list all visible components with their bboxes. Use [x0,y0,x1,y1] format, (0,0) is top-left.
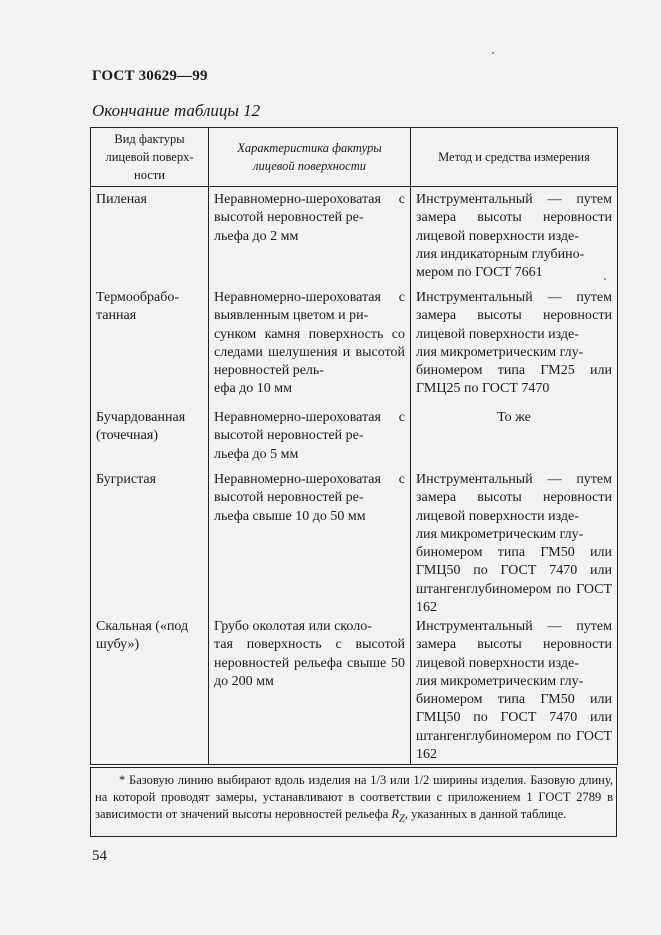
table-row [91,471,618,618]
table-row [91,289,618,409]
scan-speck [604,278,606,280]
footnote-tail: , указанных в данной таблице. [404,807,567,821]
footnote-text: * Базовую линию выбирают вдоль изделия на 1/3 или 1/2 ширины изделия. Базовую длину, на которой проводят замеры, устанавливают в соответствии с приложением 1 ГОСТ 2789 в зависимости от значений высоты неровностей рельефа [95,773,613,821]
header-characteristic: Характеристика фактуры лицевой поверхности [209,128,411,187]
roughness-symbol: $R_Z$ [391,807,405,825]
method-cell: Инструментальный — путем замера высоты неровности лицевой поверхности изде- лия микрометрическим глу- биномером типа ГМ25 или ГМЦ25 по ГОСТ 7470 [411,289,618,409]
header-method: Метод и средства измерения [411,128,618,187]
table-row [91,409,618,471]
table-caption: Окончание таблицы 12 [92,101,261,120]
characteristic-cell: Неравномерно-шероховатая с высотой неровностей ре- льефа до 5 мм [209,409,411,471]
table-header-row [91,128,618,187]
characteristic-cell: Неравномерно-шероховатая с высотой неровностей ре- льефа свыше 10 до 50 мм [209,471,411,618]
texture-type-cell: Скальная («под шубу») [91,618,209,765]
texture-table [90,127,618,765]
table-row [91,187,618,290]
characteristic-cell: Грубо околотая или сколо- тая поверхность с высотой неровностей рельефа свыше 50 до 200 мм [209,618,411,765]
page-number: 54 [92,848,107,864]
table-row [91,618,618,765]
method-cell: То же [411,409,618,471]
texture-type-cell: Бугристая [91,471,209,618]
method-cell: Инструментальный — путем замера высоты неровности лицевой поверхности изде- лия микрометрическим глу- биномером типа ГМ50 или ГМЦ50 по ГОСТ 7470 или штангенглубиномером по ГОСТ 162 [411,471,618,618]
header-texture-type: Вид фактуры лицевой поверх- ности [91,128,209,187]
document-code: ГОСТ 30629—99 [92,68,208,84]
texture-type-cell: Термообрабо- танная [91,289,209,409]
method-cell: Инструментальный — путем замера высоты неровности лицевой поверхности изде- лия микрометрическим глу- биномером типа ГМ50 или ГМЦ50 по ГОСТ 7470 или штангенглубиномером по ГОСТ 162 [411,618,618,765]
table-footnote [90,767,617,837]
characteristic-cell: Неравномерно-шероховатая с высотой неровностей ре- льефа до 2 мм [209,187,411,290]
scan-speck [492,52,494,54]
method-cell: Инструментальный — путем замера высоты неровности лицевой поверхности изде- лия индикаторным глубино- мером по ГОСТ 7661 [411,187,618,290]
texture-type-cell: Пиленая [91,187,209,290]
characteristic-cell: Неравномерно-шероховатая с выявленным цветом и ри- сунком камня поверхность со следами шелушения и высотой неровностей рель- ефа до 10 мм [209,289,411,409]
texture-type-cell: Бучардованная (точечная) [91,409,209,471]
